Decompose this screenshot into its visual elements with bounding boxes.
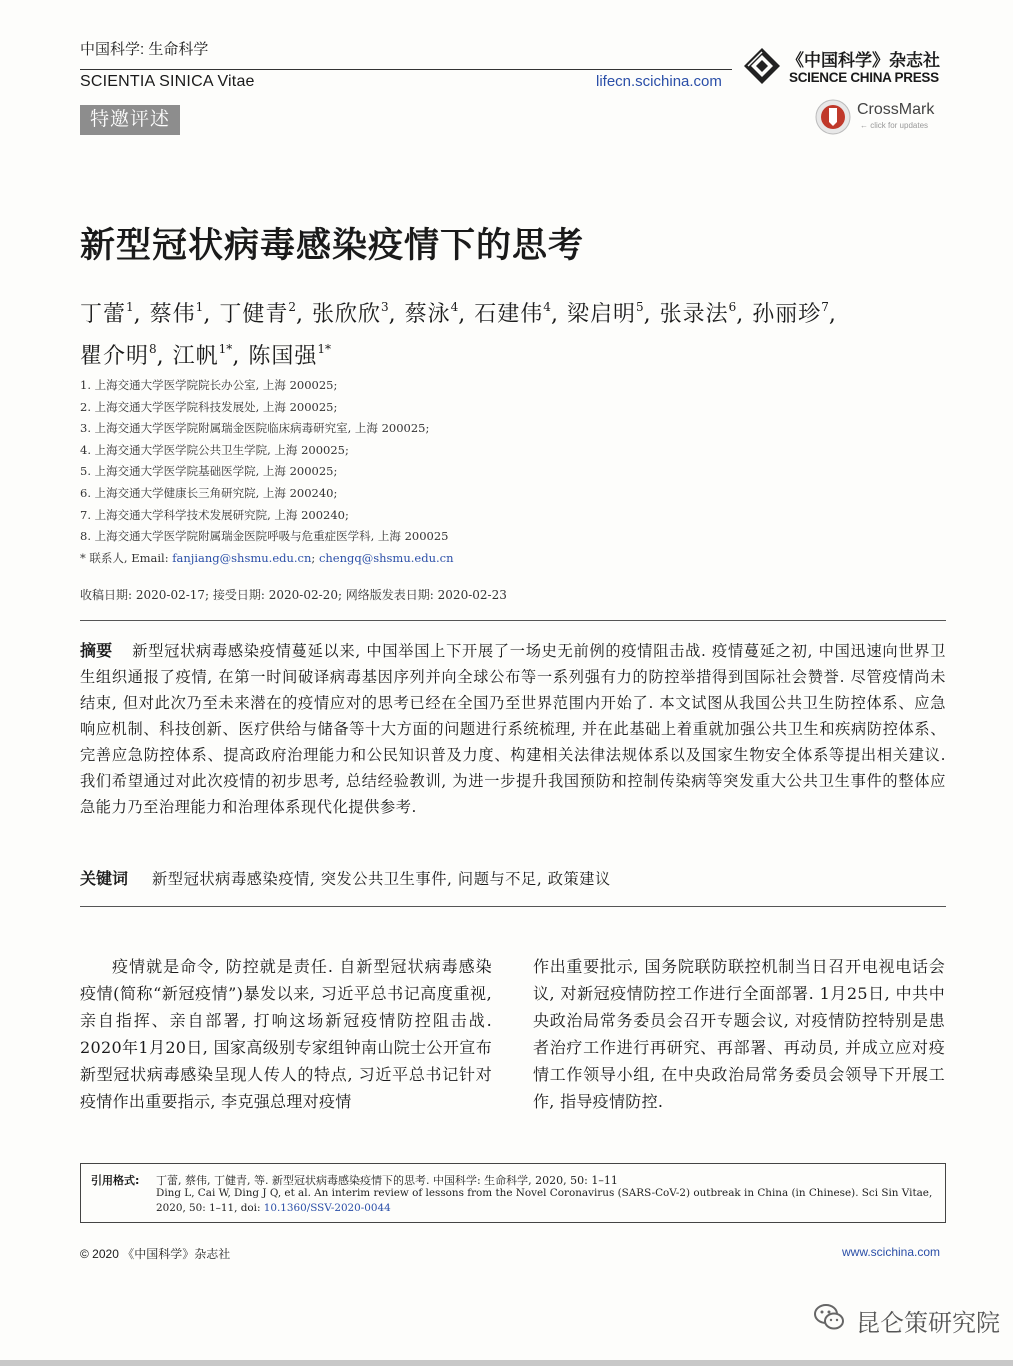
author-name: 张欣欣 (311, 302, 381, 327)
crossmark-label[interactable]: CrossMark (857, 101, 935, 118)
abstract (80, 638, 946, 820)
author-name: 石建伟 (474, 302, 544, 327)
abstract-text: 新型冠状病毒感染疫情蔓延以来, 中国举国上下开展了一场史无前例的疫情阻击战. 疫情蔓延之初, 中国迅速向世界卫生组织通报了疫情, 在第一时间破译病毒基因序列并向全球公布等一系列强有力的防控举措得到国际社会赞誉. 尽管疫情尚未结束, 但对此次乃至未来潜在的疫情应对的思考已经在全国乃至世界范围内开始了. 本文试图从我国公共卫生防控体系、应急响应机制、科技创新、医疗供给与储备等十大方面的问题进行系统梳理, 并在此基础上着重就加强公共卫生和疾病防控体系、完善应急防控体系、提高政府治理能力和公民知识普及力度、构建相关法律法规体系以及国家生物安全体系等提出相关建议. 我们希望通过对此次疫情的初步思考, 总结经验教训, 为进一步提升我国预防和控制传染病等突发重大公共卫生事件的整体应急能力乃至治理能力和治理体系现代化提供参考. (80, 642, 946, 816)
journal-url-link[interactable]: lifecn.scichina.com (596, 73, 722, 90)
keywords (80, 866, 946, 889)
author-affiliation-mark: 4 (543, 300, 551, 314)
author-name: 丁蕾 (80, 302, 127, 327)
author-affiliation-mark: 8 (149, 342, 157, 356)
publisher-name-en: SCIENCE CHINA PRESS (789, 70, 939, 85)
author-affiliation-mark: 1 (195, 300, 204, 314)
affiliation-item: 1. 上海交通大学医学院院长办公室, 上海 200025; (80, 378, 338, 392)
contact-separator: ; (311, 550, 319, 565)
author-affiliation-mark: 4 (450, 300, 459, 314)
abstract-label: 摘要 (80, 641, 113, 660)
author-affiliation-mark: 2 (288, 300, 296, 314)
body-column-left: 疫情就是命令, 防控就是责任. 自新型冠状病毒感染疫情(简称“新冠疫情”)暴发以来, 习近平总书记高度重视, 亲自指挥、亲自部署, 打响这场新冠疫情防控阻击战. 2020年1月20日, 国家高级别专家组钟南山院士公开宣布新型冠状病毒感染呈现人传人的特点, 习近平总书记针对疫情作出重要指示, 李克强总理对疫情 (80, 957, 492, 1111)
author-affiliation-mark: 3 (380, 300, 389, 314)
contact-prefix: * 联系人, Email: (80, 550, 173, 565)
citation-cn: 丁蕾, 蔡伟, 丁健青, 等. 新型冠状病毒感染疫情下的思考. 中国科学: 生命科学, 2020, 50: 1–11 (156, 1174, 618, 1187)
bottom-edge-bar (0, 1360, 1013, 1366)
article-title: 新型冠状病毒感染疫情下的思考 (80, 225, 585, 266)
keywords-bottom-rule (80, 906, 946, 907)
author-affiliation-mark: 1* (317, 342, 331, 356)
affiliation-item: 2. 上海交通大学医学院科技发展处, 上海 200025; (80, 399, 338, 414)
author-affiliation-mark: 1* (218, 342, 233, 356)
citation-en-prefix: 2020, 50: 1–11, doi: (156, 1202, 264, 1214)
author-affiliation-mark: 5 (635, 300, 644, 314)
footer-url-link[interactable]: www.scichina.com (842, 1245, 941, 1259)
author-name: 梁启明 (566, 302, 636, 327)
author-name: 孙丽珍 (752, 302, 822, 327)
citation-doi-link[interactable]: 10.1360/SSV-2020-0044 (263, 1202, 391, 1214)
abstract-top-rule (80, 620, 946, 621)
author-name: 江帆 (172, 344, 219, 369)
affiliation-item: 8. 上海交通大学医学院附属瑞金医院呼吸与危重症医学科, 上海 200025 (80, 529, 449, 544)
keywords-text: 新型冠状病毒感染疫情, 突发公共卫生事件, 问题与不足, 政策建议 (152, 870, 611, 888)
publication-dates: 收稿日期: 2020-02-17; 接受日期: 2020-02-20; 网络版发表日期: 2020-02-23 (80, 588, 507, 602)
affiliation-list (80, 375, 940, 569)
author-affiliation-mark: 6 (728, 300, 737, 314)
crossmark-icon[interactable] (815, 99, 851, 135)
contact-email-link[interactable]: fanjiang@shsmu.edu.cn (172, 550, 312, 565)
affiliation-item: 3. 上海交通大学医学院附属瑞金医院临床病毒研究室, 上海 200025; (80, 421, 430, 436)
author-name: 蔡泳 (404, 302, 451, 327)
wechat-icon (812, 1300, 846, 1334)
author-name: 陈国强 (248, 344, 318, 369)
citation-label: 引用格式: (91, 1174, 140, 1187)
journal-name-cn: 中国科学: 生命科学 (80, 41, 209, 58)
body-column-right: 作出重要批示, 国务院联防联控机制当日召开电视电话会议, 对新冠疫情防控工作进行全面部署. 1月25日, 中共中央政治局常务委员会召开专题会议, 对疫情防控特别是患者治疗工作进行再研究、再部署、再动员, 并成立应对疫情工作领导小组, 在中央政治局常务委员会领导下开展工作, 指导疫情防控. (533, 957, 945, 1111)
copyright-notice: © 2020 《中国科学》杂志社 (80, 1247, 231, 1261)
citation-en-line2 (156, 1202, 391, 1214)
author-name: 瞿介明 (80, 344, 150, 369)
affiliation-item: 6. 上海交通大学健康长三角研究院, 上海 200240; (80, 485, 338, 500)
crossmark-subtext: ← click for updates (860, 121, 929, 130)
author-name: 丁健青 (219, 302, 289, 327)
journal-name-en: SCIENTIA SINICA Vitae (80, 73, 255, 90)
contact-line (80, 548, 940, 570)
science-china-press-logo-icon (742, 46, 782, 86)
article-type-badge: 特邀评述 (80, 105, 180, 135)
keywords-label: 关键词 (80, 869, 129, 888)
header-rule (80, 69, 732, 70)
author-list: 丁蕾$^1$, 蔡伟$^1$, 丁健青$^2$, 张欣欣$^3$, 蔡泳$^4$, 石建伟$^4$, 梁启明$^5$, 张录法$^6$, 孙丽珍$^7$, 瞿介明$^8$, 江帆$^{1*}$, 陈国强$^{1*}$ (80, 300, 837, 369)
affiliation-item: 7. 上海交通大学科学技术发展研究院, 上海 200240; (80, 507, 349, 522)
affiliation-item: 5. 上海交通大学医学院基础医学院, 上海 200025; (80, 464, 338, 479)
author-affiliation-mark: 7 (821, 300, 829, 314)
author-name: 蔡伟 (149, 302, 196, 327)
author-affiliation-mark: 1 (126, 300, 134, 314)
publisher-name-cn: 《中国科学》杂志社 (787, 51, 940, 71)
contact-email-link[interactable]: chengq@shsmu.edu.cn (318, 550, 454, 565)
affiliation-item: 4. 上海交通大学医学院公共卫生学院, 上海 200025; (80, 442, 349, 457)
author-name: 张录法 (659, 302, 729, 327)
watermark-text: 昆仑策研究院 (856, 1310, 1000, 1337)
citation-en-line1: Ding L, Cai W, Ding J Q, et al. An interim review of lessons from the Novel Coronavirus (SARS-CoV-2) outbreak in China (in Chinese). Sci Sin Vitae, (156, 1187, 933, 1199)
